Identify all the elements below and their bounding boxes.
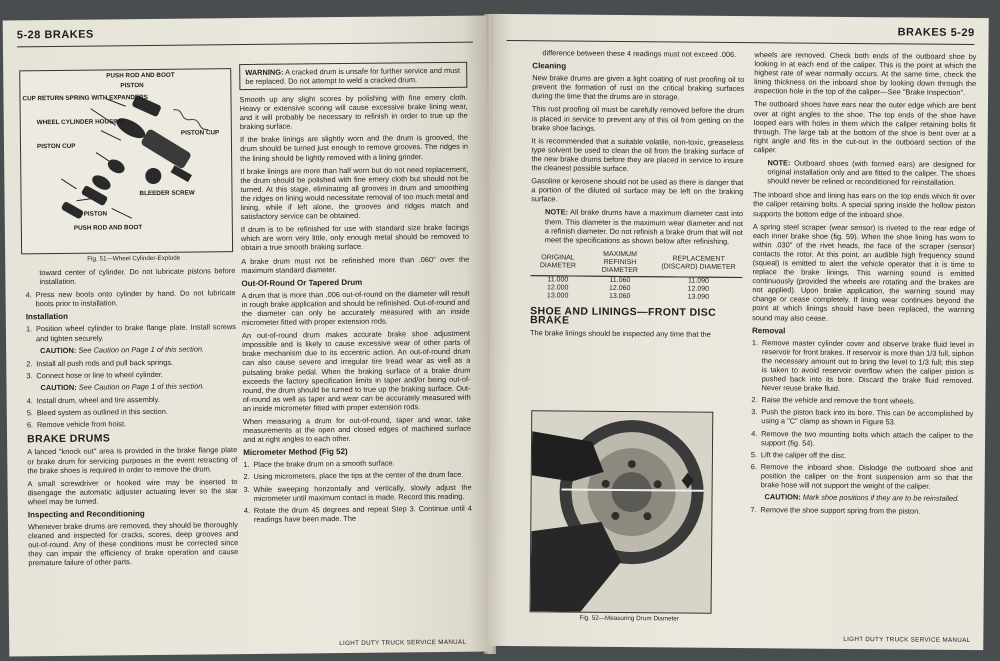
- note: NOTE: All brake drums have a maximum diameter cast into them. This diameter is the maximum wear diameter and not a refinish diameter. Do not refinish a brake drum that will not meet the specifications as shown below after refinishing.: [544, 207, 744, 246]
- paragraph: If drum is to be refinished for use with standard size brake facings which are worn very little, only enough metal should be removed to obtain a true smooth braking surface.: [240, 222, 470, 253]
- step-text: Press new boots onto cylinder by hand. Do not lubricate boots prior to installation.: [35, 288, 236, 309]
- micro-step: 2. Using micrometers, place the tips at the center of the drum face.: [243, 470, 464, 482]
- removal-step: 6. Remove the inboard shoe. Dislodge the outboard shoe and position the caliper on the front suspension arm so that the brake hose will not support the weight of the caliper.: [750, 461, 973, 491]
- cleaning-heading: Cleaning: [532, 61, 567, 71]
- label-push-rod-and-boot-bottom: PUSH ROD AND BOOT: [73, 224, 143, 232]
- left-column-2: [239, 62, 472, 527]
- label-piston-cup-left: PISTON CUP: [36, 142, 76, 151]
- note: NOTE: Outboard shoes (with formed ears) are designed for original installation only and are fitted to the caliper. The shoes should never be relined or reconditioned for reinstallation.: [767, 158, 976, 188]
- paragraph: Smooth up any slight scores by polishing with fine emery cloth. Heavy or extensive scoring will cause excessive brake lining wear, and it will probably be necessary to refinish in order to true up the braking surface.: [239, 92, 468, 132]
- paragraph: The inboard shoe and lining has ears on the top ends which fit over the caliper retaining bolts. A special spring inside the hollow piston supports the bottom edge of the inboard shoe.: [752, 190, 976, 219]
- install-step: 6. Remove vehicle from hoist.: [26, 419, 127, 430]
- drum-diameter-table: [530, 249, 742, 303]
- table-header: REPLACEMENT (DISCARD) DIAMETER: [655, 250, 743, 277]
- paragraph: A lanced "knock out" area is provided in the brake flange plate or brake drum for servicing purposes in the event retracting of the brake shoes is required in order to remove the drum.: [27, 445, 238, 475]
- label-piston-cup-right: PISTON CUP: [180, 129, 220, 137]
- micro-step: 3. While sweeping horizontally and vertically, slowly adjust the micrometer until maximum contact is made. Record this reading.: [243, 482, 472, 503]
- paragraph: toward center of cylinder. Do not lubricate pistons before installation.: [39, 266, 236, 287]
- caution-note: CAUTION: See Caution on Page 1 of this section.: [40, 381, 205, 393]
- paragraph: It is recommended that a suitable volatile, non-toxic, greaseless type solvent be used to clean the oil from the braking surface of the new brake drums before they are placed in service to insure the cleanest possible surface.: [531, 135, 744, 174]
- label-bleeder-screw: BLEEDER SCREW: [139, 189, 195, 198]
- paragraph: The outboard shoes have ears near the outer edge which are bent over at right angles to the shoe. The top ends of the shoe have looped ears with holes in them which the caliper retaining bolts fit through. The large tab at the bottom of the shoe is bent over at a right angle and fits in the cut-out in the outboard section of the caliper.: [753, 99, 977, 155]
- paragraph: difference between these 4 readings must not exceed .006.: [542, 48, 737, 59]
- table-row: 13.000 13.060 13.090: [546, 292, 710, 302]
- label-piston: PISTON: [120, 82, 144, 90]
- paragraph: A drum that is more than .006 out-of-round on the diameter will result in rough brake application and should be refinished. Out-of-round and the diameter can only be accurately measured with an inside micrometer fitted with proper extension rods.: [241, 288, 470, 328]
- left-column-1: [25, 266, 238, 572]
- paragraph: When measuring a drum for out-of-round, taper and wear, take measurements at the open and closed edges of machined surface and at right angles to each other.: [242, 414, 472, 445]
- install-step: 4. Install drum, wheel and tire assembly.: [26, 394, 160, 406]
- page-header-title: BRAKES 5-29: [897, 26, 975, 40]
- paragraph: wheels are removed. Check both ends of the outboard shoe by looking in at each end of the caliper. This is the point at which the highest rate of wear normally occurs. At the same time, check the lining thickness on the inboard shoe by looking down through the inspection hole in the top of the caliper—See "Brake Inspection".: [754, 50, 977, 98]
- paragraph: A spring steel scraper (wear sensor) is riveted to the rear edge of each inner brake shoe (fig. 59). When the shoe lining has worn to within .030" of the rivet heads, the face of the scraper (sensor) contacts the rotor. At this point, an audible high frequency sound (squeal) is emitted to alert the vehicle operator that it is time to replace the brake linings. This warning sound is emitted continuously (provided the wheels are rotating and the brakes are not applied). Upon brake application, the warning sound may change or cease completely. If lining wear continues beyond the point at which linings should have been replaced, the warning sound may also cease.: [752, 221, 975, 323]
- installation-heading: Installation: [25, 312, 69, 322]
- removal-step: 2. Raise the vehicle and remove the front wheels.: [751, 395, 916, 406]
- warning-box: WARNING: A cracked drum is unsafe for further service and must be replaced. Do not attempt to weld a cracked drum.: [239, 62, 467, 90]
- page-header-title: 5-28 BRAKES: [16, 28, 94, 42]
- install-step: 3. Connect hose or line to wheel cylinder.: [26, 369, 163, 381]
- page-header: [507, 20, 975, 45]
- right-page: [487, 14, 988, 650]
- brake-drums-heading: BRAKE DRUMS: [27, 432, 111, 446]
- micro-step: 1. Place the brake drum on a smooth surface.: [243, 458, 395, 470]
- disc-brake-heading: SHOE AND LININGS—FRONT DISC BRAKE: [530, 304, 717, 327]
- install-step: 1. Position wheel cylinder to brake flange plate. Install screws and tighten securely.: [25, 322, 236, 343]
- out-of-round-heading: Out-Of-Round Or Tapered Drum: [241, 277, 363, 288]
- table-row: 12.000 12.060 12.090: [546, 284, 710, 293]
- right-column-1: [530, 48, 745, 343]
- install-step: 5. Bleed system as outlined in this section.: [26, 406, 168, 418]
- paragraph: New brake drums are given a light coating of rust proofing oil to prevent the formation of rust on the critical braking surfaces during the time that the drums are in storage.: [532, 73, 745, 102]
- figure-51-caption: Fig. 51—Wheel Cylinder-Explode: [87, 254, 181, 263]
- table-header: ORIGINAL DIAMETER: [530, 249, 585, 276]
- micro-step: 4. Rotate the drum 45 degrees and repeat Step 3. Continue until 4 readings have been made. The: [243, 503, 472, 524]
- label-push-rod-and-boot: PUSH ROD AND BOOT: [106, 71, 175, 80]
- paragraph: If the brake linings are slightly worn and the drum is grooved, the drum should be turned just enough to remove grooves. The ridges in the lining should be lightly removed with a lining grinder.: [239, 133, 469, 163]
- paragraph: An out-of-round drum makes accurate brake shoe adjustment impossible and is likely to cause excessive wear of other parts of brake mechanism due to its eccentric action. An out-of-round drum can also cause severe and irregular tire tread wear as well as a pulsating brake pedal. When the braking surface of a brake drum exceeds the factory specification limits in taper and/or being out-of-round, the drum should be turned to true up the braking surface. Out-of-round as well as taper and wear can be accurately measured with an inside micrometer fitted with proper extension rods.: [241, 328, 471, 413]
- left-page: [3, 15, 494, 656]
- caution-note: CAUTION: See Caution on Page 1 of this section.: [40, 344, 205, 355]
- paragraph: A brake drum must not be refinished more than .060" over the maximum standard diameter.: [241, 254, 470, 275]
- removal-step: 5. Lift the caliper off the disc.: [750, 449, 847, 460]
- paragraph: A small screwdriver or hooked wire may be inserted to disengage the automatic adjuster actuating lever so the star wheel may be turned.: [27, 476, 238, 507]
- removal-step: 3. Push the piston back into its bore. This can be accomplished by using a "C" clamp as shown in Figure 53.: [751, 407, 974, 427]
- wheel-cylinder-figure: [19, 68, 233, 254]
- paragraph: Gasoline or kerosene should not be used as there is danger that a portion of the diluted oil surface may be left on the braking surface.: [531, 176, 744, 204]
- micrometer-heading: Micrometer Method (Fig 52): [243, 447, 348, 458]
- caution-note: CAUTION: Mark shoe positions if they are to be reinstalled.: [764, 492, 960, 504]
- paragraph: If brake linings are more than half worn but do not need replacement, the drum should be polished with fine emery cloth but should not be turned. At this stage, eliminating all grooves in drum and smoothing the ridges on lining would necessitate removal of too much metal and lining, while if left alone, the grooves and ridges match and satisfactory service can be obtained.: [240, 164, 469, 222]
- removal-step: 4. Remove the two mounting bolts which attach the caliper to the support (fig. 54).: [751, 428, 974, 448]
- label-piston-bottom: PISTON: [83, 210, 108, 218]
- page-header: [17, 22, 473, 48]
- figure-52-caption: Fig. 52—Measuring Drum Diameter: [579, 614, 679, 623]
- drum-measurement-photo: [530, 410, 714, 614]
- paragraph: The brake linings should be inspected any time that the: [529, 328, 711, 339]
- page-footer: LIGHT DUTY TRUCK SERVICE MANUAL: [339, 638, 467, 648]
- removal-heading: Removal: [751, 325, 786, 336]
- paragraph: This rust proofing oil must be carefully removed before the drum is placed in service to prevent any of this oil from getting on the brake shoe facings.: [531, 104, 744, 133]
- table-row: 11.000 11.060 11.090: [547, 276, 709, 285]
- label-cup-return-spring: CUP RETURN SPRING WITH EXPANDERS: [22, 94, 148, 103]
- right-column-2: [750, 50, 976, 519]
- paragraph: Whenever brake drums are removed, they should be thoroughly cleaned and inspected for cracks, scores, deep grooves and out-of-round. Any of these conditions must be corrected since they can impair the efficiency of brake operation and cause premature failure of other parts.: [27, 520, 239, 568]
- page-footer: LIGHT DUTY TRUCK SERVICE MANUAL: [843, 635, 971, 645]
- table-header-row: [530, 249, 742, 277]
- inspecting-heading: Inspecting and Reconditioning: [27, 509, 145, 520]
- label-wheel-cylinder-housing: WHEEL CYLINDER HOUSING: [36, 118, 125, 127]
- drum-photo-illustration: [531, 411, 713, 613]
- removal-step: 1. Remove master cylinder cover and observe brake fluid level in reservoir for front brakes. If reservoir is more than 1/3 full, siphon the necessary amount out to bring the level to 1/3 full; this step is taken to avoid reservoir overflow when the caliper piston is pushed back into its bore. Discard the brake fluid removed. Never reuse brake fluid.: [751, 337, 974, 394]
- table-header: MAXIMUM REFINISH DIAMETER: [585, 249, 655, 276]
- removal-step: 7. Remove the shoe support spring from the piston.: [750, 505, 921, 516]
- step-4: 4. Press new boots onto cylinder by hand. Do not lubricate boots prior to installation.: [25, 288, 236, 309]
- install-step: 2. Install all push rods and pull back springs.: [26, 357, 174, 369]
